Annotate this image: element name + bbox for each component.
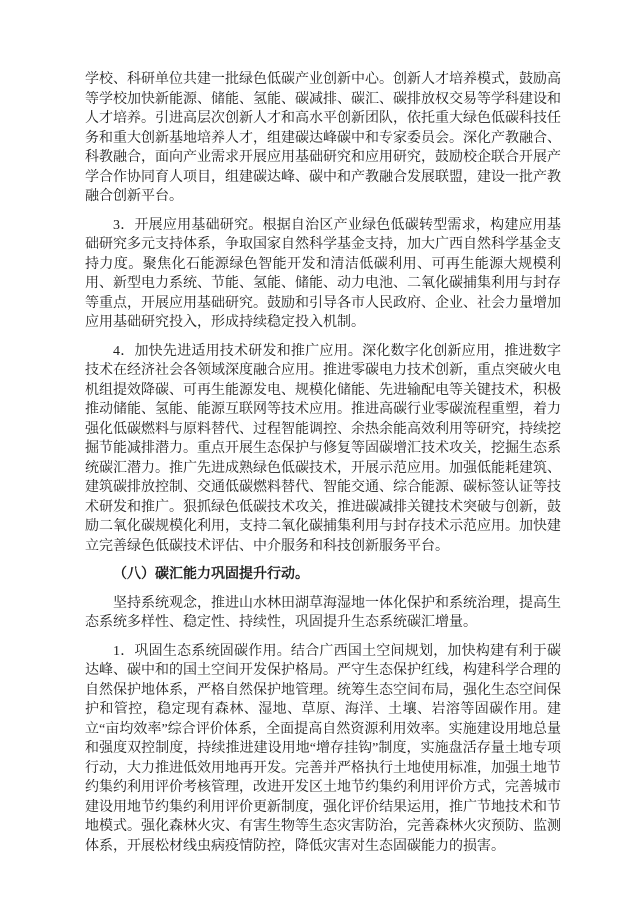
paragraph-item-4: 4．加快先进适用技术研发和推广应用。深化数字化创新应用，推进数字技术在经济社会各领域深度融合应用。推进零碳电力技术创新，重点突破火电机组提效降碳、可再生能源发电、规模化储能、先进输配电等关键技术，积极推动储能、氢能、能源互联网等技术应用。推进高碳行业零碳流程重塑，着力强化低碳燃料与原料替代、过程智能调控、余热余能高效利用等研究，持续挖掘节能减排潜力。重点开展生态保护与修复等固碳增汇技术攻关，挖掘生态系统碳汇潜力。推广先进成熟绿色低碳技术，开展示范应用。加强低能耗建筑、建筑碳排放控制、交通低碳燃料替代、智能交通、综合能源、碳标签认证等技术研发和推广。狠抓绿色低碳技术攻关，推进碳减排关键技术突破与创新，鼓励二氧化碳规模化利用，支持二氧化碳捕集利用与封存技术示范应用。加快建立完善绿色低碳技术评估、中介服务和科技创新服务平台。 [85, 343, 561, 554]
paragraph-continuation: 学校、科研单位共建一批绿色低碳产业创新中心。创新人才培养模式，鼓励高等学校加快新能源、储能、氢能、碳减排、碳汇、碳排放权交易等学科建设和人才培养。引进高层次创新人才和高水平创新团队，依托重大绿色低碳科技任务和重大创新基地培养人才，组建碳达峰碳中和专家委员会。深化产教融合、科教融合，面向产业需求开展应用基础研究和应用研究，鼓励校企联合开展产学合作协同育人项目，组建碳达峰、碳中和产教融合发展联盟，建设一批产教融合创新平台。 [85, 72, 561, 204]
paragraph-item-3: 3．开展应用基础研究。根据自治区产业绿色低碳转型需求，构建应用基础研究多元支持体系，争取国家自然科学基金支持，加大广西自然科学基金支持力度。聚焦化石能源绿色智能开发和清洁低碳利用、可再生能源大规模利用、新型电力系统、节能、氢能、储能、动力电池、二氧化碳捕集利用与封存等重点，开展应用基础研究。鼓励和引导各市人民政府、企业、社会力量增加应用基础研究投入，形成持续稳定投入机制。 [85, 217, 561, 330]
section-heading-8: （八）碳汇能力巩固提升行动。 [113, 567, 309, 582]
paragraph-item-1: 1．巩固生态系统固碳作用。结合广西国土空间规划，加快构建有利于碳达峰、碳中和的国土空间开发保护格局。严守生态保护红线，构建科学合理的自然保护地体系，严格自然保护地管理。统筹生态空间布局，强化生态空间保护和管控，稳定现有森林、湿地、草原、海洋、土壤、岩溶等固碳作用。建立“亩均效率”综合评价体系，全面提高自然资源利用效率。实施建设用地总量和强度双控制度，持续推进建设用地“增存挂钩”制度，实施盘活存量土地专项行动，大力推进低效用地再开发。完善并严格执行土地使用标准，加强土地节约集约利用评价考核管理，改进开发区土地节约集约利用评价方式，完善城市建设用地节约集约利用评价更新制度，强化评价结果运用，推广节地技术和节地模式。强化森林火灾、有害生物等生态灾害防治，完善森林火灾预防、监测体系，开展松材线虫病疫情防控，降低灾害对生态固碳能力的损害。 [85, 643, 561, 854]
paragraph-section-intro: 坚持系统观念，推进山水林田湖草海湿地一体化保护和系统治理，提高生态系统多样性、稳定性、持续性，巩固提升生态系统碳汇增量。 [85, 595, 561, 630]
